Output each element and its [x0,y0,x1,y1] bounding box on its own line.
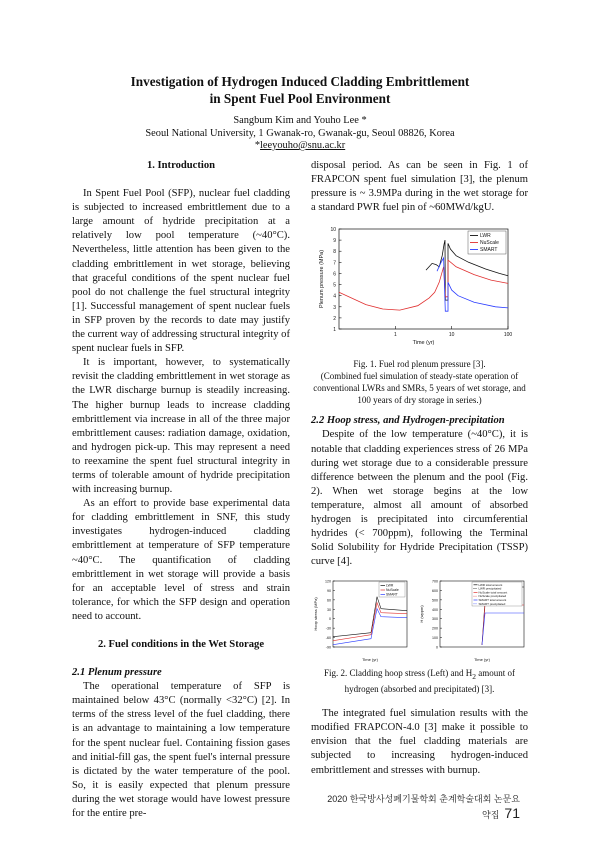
plenum-paragraph: The operational temperature of SFP is maintained below 43°C (normally <32°C) [2]. In terms of the stress level of the fuel cladding, there is an advantage to maintaining a low temperature for the spent nuclear fuel. Containing fission gases and initial-fill gas, the spent fuel's internal pressure is dictated by the water temperature of the pool. So, it is easily expected that plenum pressure during the wet storage would have lowest pressure for the entire pre- [72,681,290,820]
author-block [0,115,600,153]
x-axis-label: Time (yr) [412,340,435,347]
y-tick-label: 30 [327,608,331,613]
figure-1-caption-title: Fig. 1. Fuel rod plenum pressure [3]. [353,359,486,370]
y-tick-label: 60 [327,598,331,603]
y-tick-label: 7 [333,260,336,267]
figure-1-caption [311,358,528,406]
legend-entry: LWR precipitated [478,587,502,592]
figure-2-caption-text: Fig. 2. Cladding hoop stress (Left) and H [324,668,473,679]
right-column [311,159,528,778]
y-tick-label: 700 [432,579,438,584]
y-tick-label: 10 [330,227,336,234]
y-tick-label: 300 [432,617,438,622]
series-line-nuscale [482,605,524,645]
x-tick-label: 1 [393,332,397,339]
x-axis-label: Time (yr) [362,657,378,663]
proceedings-title: 2020 한국방사성폐기물학회 춘계학술대회 논문요약집 [327,794,520,820]
y-tick-label: 120 [325,579,331,584]
legend-entry: LWR [386,583,394,588]
figure-2-hoop-stress-chart [311,577,411,665]
y-tick-label: 8 [333,249,336,256]
fuel-conditions-heading: 2. Fuel conditions in the Wet Storage [97,639,265,650]
legend-entry: NuScale [480,240,499,247]
intro-paragraph-2: It is important, however, to systematically revisit the cladding embrittlement in wet storage as the LWR discharge burnup is steadily increasing. The higher burnup leads to increase cladding embrittlement via increase in all of the three major embrittlement causes: radiation damage, oxidation, and hydrogen pick-up. This may represent a need to reexamine the spent fuel structural integrity in terms of tolerable amount of hydride precipitation with increasing burnup. [72,357,290,496]
x-tick-label: 10 [448,332,455,339]
y-axis-label: H (wppm) [419,605,424,624]
figure-2 [311,577,528,665]
legend-entry: SMART total amount [478,598,507,603]
series-line-nuscale [333,603,407,641]
y-tick-label: 9 [333,238,336,245]
figure-2-caption-subscript: 2 [472,672,476,682]
email-link[interactable]: leeyouho@snu.ac.kr [260,140,346,151]
y-axis-label: Hoop stress (MPa) [313,597,318,632]
x-tick-label: 100 [503,332,513,339]
y-tick-label: -60 [325,636,331,641]
legend-entry: SMART precipitated [478,602,506,607]
figure-1-plenum-pressure-chart [311,225,528,350]
legend-entry: LWR [480,233,491,240]
y-tick-label: 100 [432,636,438,641]
y-tick-label: 6 [333,271,336,278]
page-footer [320,792,520,821]
y-tick-label: 3 [333,305,336,312]
legend-entry: SMART [480,247,498,254]
y-tick-label: 400 [432,608,438,613]
figure-2-hydrogen-chart [416,577,528,665]
series-line-smart [333,609,407,645]
page-number: 71 [504,805,520,821]
hoop-paragraph-1: Despite of the low temperature (~40°C), it is notable that cladding experiences stress of 26 MPa during wet storage due to a considerable pressure difference between the plenum and the pool (Fig. 2). When wet storage begins at the low temperature, almost all amount of absorbed hydrogen is precipitated into circumferential hydrides (< 700ppm), following the Terminal Solid Solubility for Hydride Precipitation (TSSP) curve [4]. [311,429,528,568]
legend-entry: NuScale total amount [478,590,508,595]
series-line-lwr [333,597,407,637]
email-line [0,140,600,153]
paper-title [0,73,600,107]
y-tick-label: 1 [333,327,336,334]
series-line-smart [482,613,524,645]
x-axis-label: Time (yr) [474,657,490,663]
left-column [72,159,290,821]
title-line-2: in Spent Fuel Pool Environment [209,91,391,106]
hoop-stress-heading: 2.2 Hoop stress, and Hydrogen-precipitation [311,415,505,427]
plenum-paragraph-continued: disposal period. As can be seen in Fig. 1 of FRAPCON spent fuel simulation [3], the plenum pressure is ~ 3.9MPa during in the wet storage for a standard PWR fuel pin of ~60MWd/kgU. [311,160,528,214]
figure-2-caption [311,667,528,695]
y-tick-label: 90 [327,589,331,594]
y-tick-label: 4 [333,294,336,301]
y-tick-label: 5 [333,282,336,289]
figure-2-caption-line-2: hydrogen (absorbed and precipitated) [3]. [344,684,495,695]
affiliation: Seoul National University, 1 Gwanak-ro, Gwanak-gu, Seoul 08826, Korea [145,127,455,139]
intro-paragraph-1: In Spent Fuel Pool (SFP), nuclear fuel cladding is subjected to increased embrittlement due to a large amount of hydride precipitation at a relatively low pool temperature (~40°C). Nevertheless, little attention has been given to the cladding embrittlement in wet storage, believing that graceful conditions of the spent nuclear fuel pool do not challenge the fuel structural integrity [1]. Successful management of spent nuclear fuels in SFP proven by the records to date may justify the current way of addressing structural integrity of spent nuclear fuels in SFP. [72,188,290,355]
figure-1-caption-note: (Combined fuel simulation of steady-state operation of conventional LWRs and SMRs, 5 years of wet storage, and 100 years of dry storage in series.) [313,371,526,406]
y-tick-label: 200 [432,627,438,632]
hoop-paragraph-2: The integrated fuel simulation results with the modified FRAPCON-4.0 [3] make it possible to envision that the fuel cladding materials are subjected to increasing hydrogen-induced embrittlement and stresses with burnup. [311,708,528,776]
plenum-pressure-heading: 2.1 Plenum pressure [72,667,162,679]
y-tick-label: 0 [436,645,438,650]
y-tick-label: 600 [432,589,438,594]
title-line-1: Investigation of Hydrogen Induced Cladding Embrittlement [130,74,470,89]
intro-paragraph-3: As an effort to provide base experimental data for cladding embrittlement in SNF, this study investigates hydrogen-induced cladding embrittlement at temperature of SFP temperature ~40°C. The quantification of cladding embrittlement in wet storage will provide a basis for an acceptable level of stress and strain tolerance, for which the SFP design and operation need to account. [72,498,290,622]
email-prefix: * [254,140,261,151]
y-tick-label: 2 [333,316,336,323]
legend-entry: LWR total amount [478,583,503,588]
y-tick-label: -90 [325,645,331,650]
legend-entry: NuScale [386,588,399,593]
legend-entry: NuScale precipitated [478,594,507,599]
legend-entry: SMART [386,592,398,597]
author-names: Sangbum Kim and Youho Lee * [233,115,367,126]
y-tick-label: -30 [325,627,331,632]
intro-heading: 1. Introduction [146,160,216,171]
y-axis-label: Plenum pressure (MPa) [319,250,325,309]
figure-2-caption-text-b: amount of [475,668,515,679]
y-tick-label: 500 [432,598,438,603]
y-tick-label: 0 [329,617,331,622]
